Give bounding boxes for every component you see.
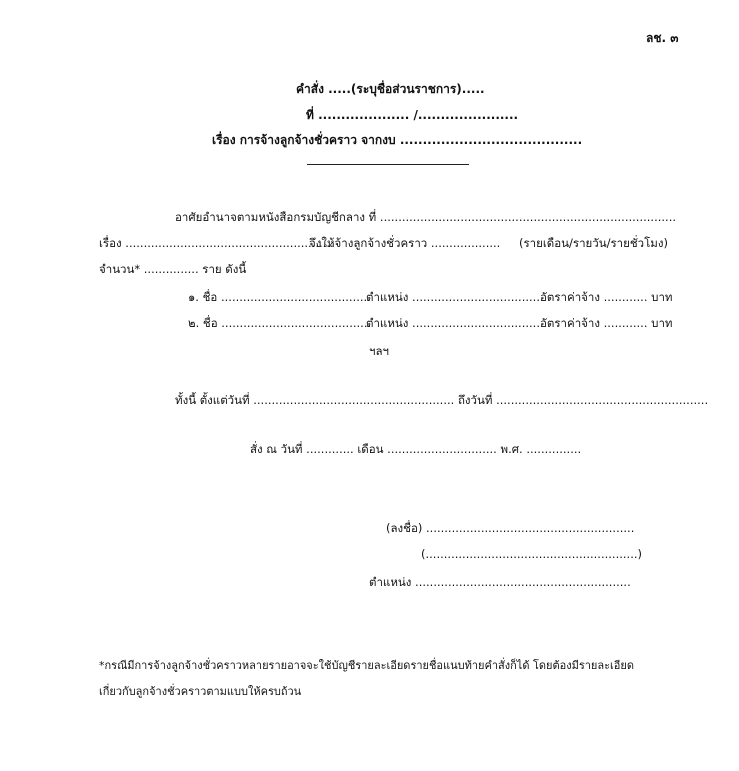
item-2-name: ๒. ชื่อ .........................................: [188, 316, 372, 330]
order-subject: เรื่อง การจ้างลูกจ้างชั่วคราว จากงบ ........................................: [212, 133, 583, 147]
order-number: ที่ .................... /......................: [306, 108, 519, 122]
item-2-position: ตำแหน่ง ....................................: [366, 316, 544, 330]
ordered-date-line: สั่ง ณ วันที่ ............. เดือน .............................. พ.ศ. ...............: [250, 442, 582, 456]
signer-position-line: ตำแหน่ง ...........................................................: [369, 575, 631, 589]
item-1-wage: อัตราค่าจ้าง ............ บาท: [540, 290, 673, 304]
subject-line: เรื่อง .........................................................: [99, 236, 334, 250]
item-1-position: ตำแหน่ง ....................................: [366, 290, 544, 304]
header-divider: [307, 164, 469, 165]
item-2-wage: อัตราค่าจ้าง ............ บาท: [540, 316, 673, 330]
signature-line: (ลงชื่อ) .........................................................: [386, 521, 635, 535]
count-line: จำนวน* ............... ราย ดังนี้: [99, 262, 247, 276]
authority-line: อาศัยอำนาจตามหนังสือกรมบัญชีกลาง ที่ .................................................................................: [175, 210, 677, 224]
footnote-line-2: เกี่ยวกับลูกจ้างชั่วคราวตามแบบให้ครบถ้วน: [99, 685, 302, 698]
etc-mark: ฯลฯ: [369, 344, 389, 358]
item-1-name: ๑. ชื่อ .........................................: [188, 290, 371, 304]
order-title: คำสั่ง .....(ระบุชื่อส่วนราชการ).....: [296, 82, 485, 96]
form-code: ลช. ๓: [646, 31, 679, 45]
period-line: ทั้งนี้ ตั้งแต่วันที่ ....................................................... ถึงวันที่ ..........................................................: [175, 393, 709, 407]
hire-line: จึงให้จ้างลูกจ้างชั่วคราว ...................: [309, 236, 501, 250]
footnote-line-1: *กรณีมีการจ้างลูกจ้างชั่วคราวหลายรายอาจจะใช้บัญชีรายละเอียดรายชื่อแนบท้ายคำสั่งก็ได้ โดยต้องมีรายละเอียด: [99, 659, 634, 672]
signer-name-line: (..........................................................): [421, 547, 642, 561]
pay-type-options: (รายเดือน/รายวัน/รายชั่วโมง): [519, 236, 668, 250]
